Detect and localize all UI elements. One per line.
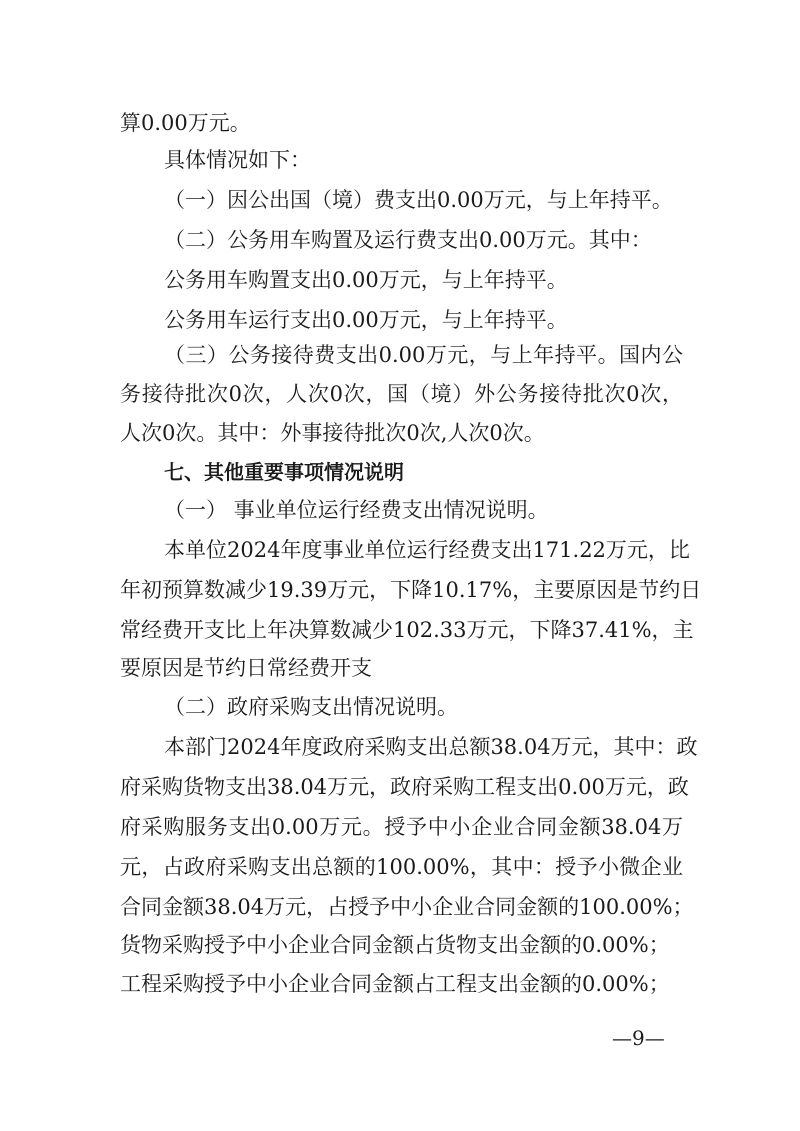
paragraph-line: 公务用车运行支出0.00万元，与上年持平。	[164, 308, 568, 332]
paragraph-line: （一）因公出国（境）费支出0.00万元，与上年持平。	[164, 188, 673, 212]
paragraph-line: 本部门2024年度政府采购支出总额38.04万元，其中：政	[164, 735, 698, 759]
page-number: —9—	[612, 1026, 665, 1050]
subsection-heading: （二）政府采购支出情况说明。	[164, 695, 458, 719]
paragraph-line: 公务用车购置支出0.00万元，与上年持平。	[164, 268, 568, 292]
subsection-heading: （一） 事业单位运行经费支出情况说明。	[164, 498, 549, 522]
paragraph-line: （三）公务接待费支出0.00万元，与上年持平。国内公	[164, 343, 683, 367]
paragraph-line: 府采购货物支出38.04万元，政府采购工程支出0.00万元，政	[120, 775, 689, 799]
paragraph-line: 年初预算数减少19.39万元，下降10.17%，主要原因是节约日	[120, 578, 702, 602]
paragraph-line: 算0.00万元。	[120, 111, 251, 135]
paragraph-line: 元，占政府采购支出总额的100.00%，其中：授予小微企业	[120, 855, 683, 879]
paragraph-line: 要原因是节约日常经费开支	[120, 656, 372, 680]
paragraph-line: （二）公务用车购置及运行费支出0.00万元。其中：	[164, 228, 652, 252]
paragraph-line: 货物采购授予中小企业合同金额占货物支出金额的0.00%；	[120, 933, 670, 957]
paragraph-line: 本单位2024年度事业单位运行经费支出171.22万元，比	[164, 538, 690, 562]
paragraph-line: 合同金额38.04万元，占授予中小企业合同金额的100.00%；	[120, 895, 694, 919]
paragraph-line: 人次0次。其中：外事接待批次0次,人次0次。	[120, 421, 545, 445]
paragraph-line: 务接待批次0次，人次0次，国（境）外公务接待批次0次，	[120, 382, 683, 406]
paragraph-line: 常经费开支比上年决算数减少102.33万元，下降37.41%，主	[120, 618, 694, 642]
paragraph-line: 工程采购授予中小企业合同金额占工程支出金额的0.00%；	[120, 972, 670, 996]
paragraph-line: 具体情况如下：	[164, 148, 311, 172]
paragraph-line: 府采购服务支出0.00万元。授予中小企业合同金额38.04万	[120, 815, 683, 839]
section-heading: 七、其他重要事项情况说明	[164, 460, 404, 484]
